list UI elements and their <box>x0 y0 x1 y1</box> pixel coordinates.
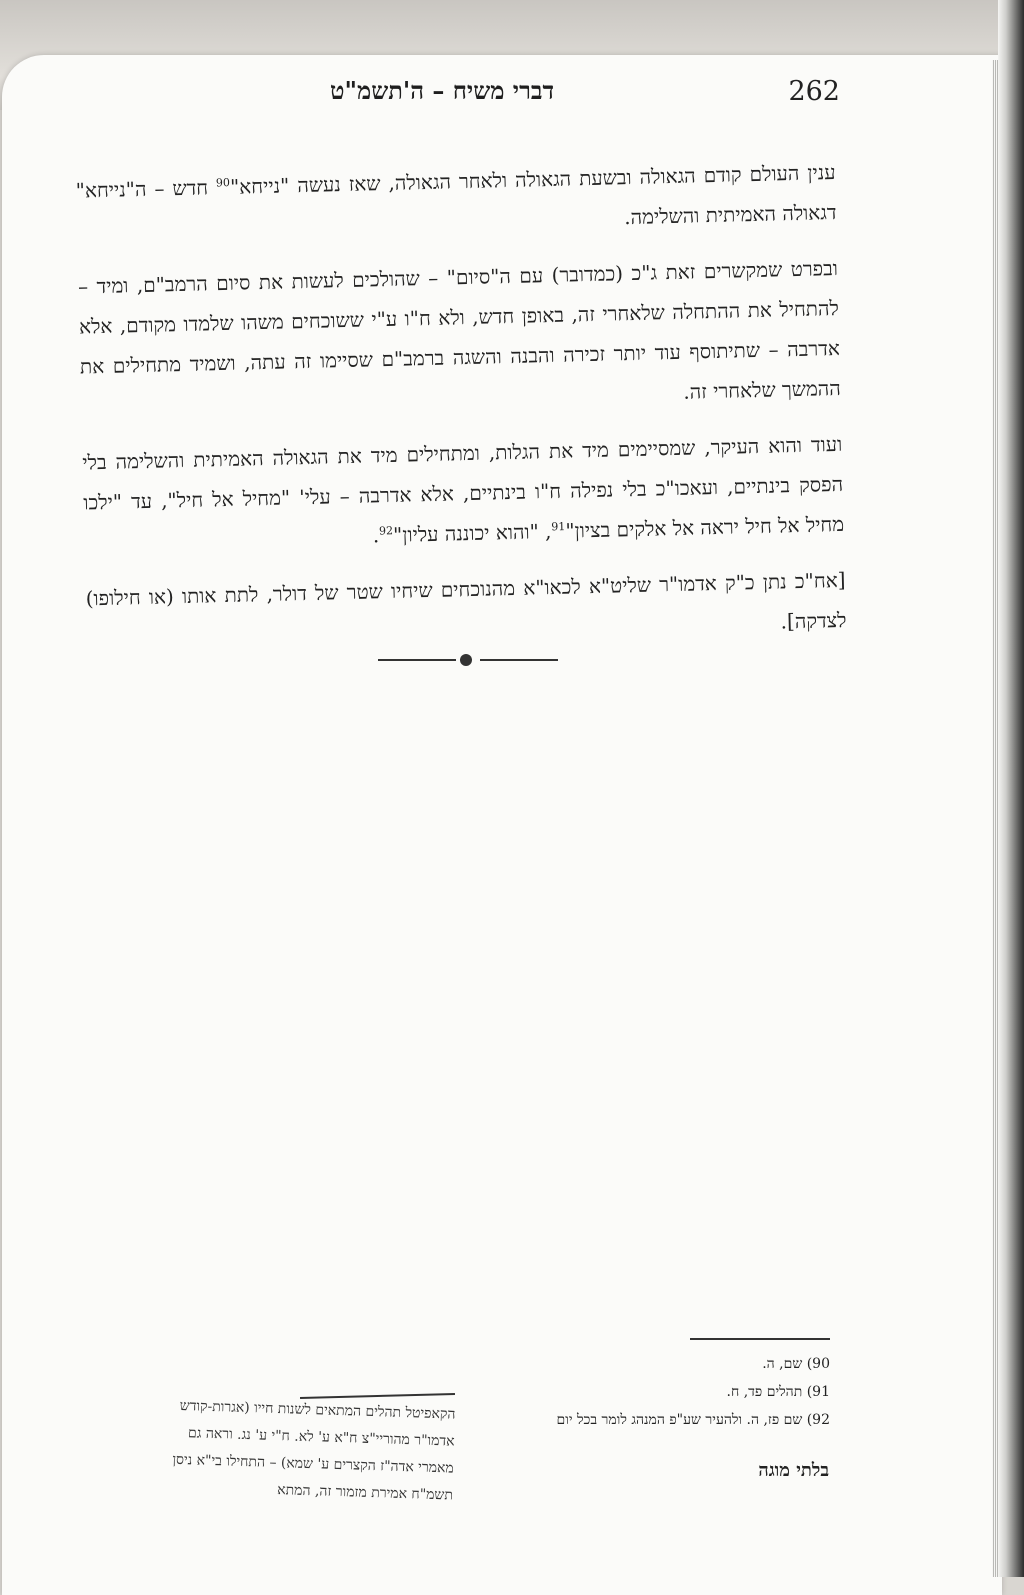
section-ornament <box>378 650 558 670</box>
next-page-line-1: הקאפיטל תהלים המתאים לשנות חייו (אגרות-קודש <box>179 1397 456 1423</box>
paragraph-4: [אח"כ נתן כ"ק אדמו"ר שליט"א לכאו"א מהנוכחים שיחיו שטר של דולר, לתת אותו (או חילופו) לצדקה]. <box>85 567 847 634</box>
ornament-line-left <box>378 659 456 661</box>
ornament-dot <box>460 654 472 666</box>
footnotes <box>485 1350 830 1434</box>
footnote-rule <box>690 1338 830 1340</box>
next-page-line-2: אדמו"ר מהוריי"צ ח"א ע' לא. ח"י ע' נג. וראה גם <box>187 1425 455 1450</box>
paragraph-3-part-1: ועוד והוא העיקר, שמסיימים מיד את הגלות, ומתחילים מיד את הגאולה האמיתית והשלימה בלי הפסק בינתיים, ועאכו"כ בלי נפילה ח"ו בינתיים, אלא אדרבה – עלי' "מחיל אל חיל", עד "ילכו מחיל אל חיל יראה אל אלקים בציון" <box>82 431 845 543</box>
next-page-footnote <box>83 1390 456 1510</box>
main-text <box>75 152 847 674</box>
running-title: דברי משיח – ה'תשמ"ט <box>330 76 554 105</box>
page-number: 262 <box>788 76 840 107</box>
footnote-91: 91) תהלים פד, ח. <box>726 1384 830 1400</box>
paragraph-1 <box>75 152 837 251</box>
paragraph-3 <box>82 424 845 563</box>
book-spine-shadow <box>998 0 1024 1577</box>
ornament-line-right <box>480 659 558 661</box>
paragraph-2: ובפרט שמקשרים זאת ג"כ (כמדובר) עם ה"סיום" – שהולכים לעשות את סיום הרמב"ם, ומיד – להתחיל את ההתחלה שלאחרי זה, באופן חדש, ולא ח"ו ע"י ששוכחים משהו שלמדו מקודם, אלא אדרבה – שתיתוסף עוד יותר זכירה והבנה והשגה ברמב"ם שסיימו זה עתה, ושמיד מתחילים את ההמשך שלאחרי זה. <box>77 255 842 404</box>
footnote-ref-92: 92 <box>378 524 394 538</box>
paragraph-1-part-1: ענין העולם קודם הגאולה ובשעת הגאולה ולאחר הגאולה, שאז נעשה "נייחא" <box>229 159 836 199</box>
signature-note: בלתי מוגה <box>758 1460 829 1481</box>
next-page-line-4: תשמ"ח אמירת מזמור זה, המתא <box>276 1482 454 1504</box>
footnote-90: 90) שם, ה. <box>762 1356 830 1372</box>
paragraph-3-part-2: , "והוא יכוננה עליון" <box>392 519 552 547</box>
footnote-ref-90: 90 <box>215 176 231 190</box>
footnote-ref-91: 91 <box>551 520 566 534</box>
footnote-92: 92) שם פז, ה. ולהעיר שע"פ המנהג לומר בכל יום <box>556 1412 830 1428</box>
paragraph-3-part-3: . <box>372 523 380 548</box>
paragraph-1-part-2: חדש – ה"נייחא" דגאולה האמיתית והשלימה. <box>75 175 837 230</box>
next-page-line-3: מאמרי אדה"ז הקצרים ע' שמא) – התחילו בי"א ניסן <box>172 1451 454 1477</box>
page-header <box>70 72 840 116</box>
